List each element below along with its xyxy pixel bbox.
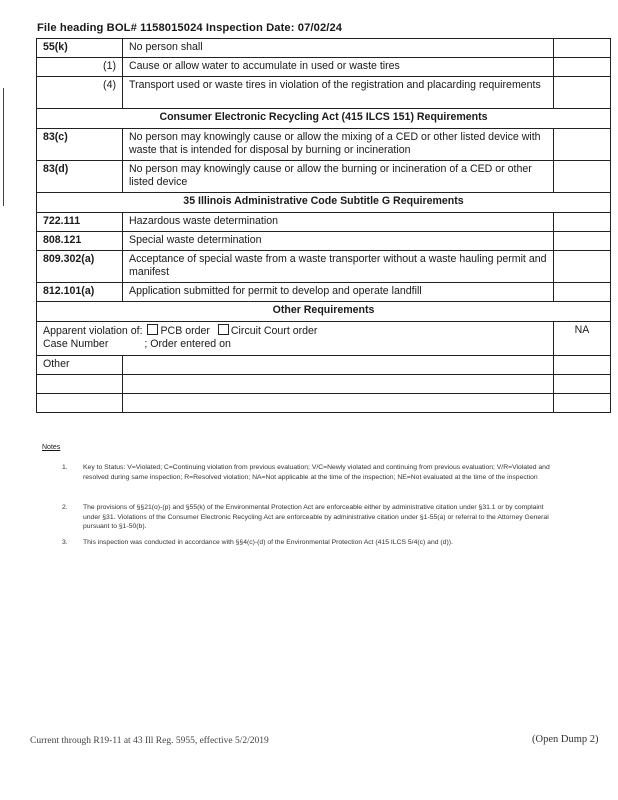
note-text: This inspection was conducted in accordance with §§4(c)-(d) of the Environmental Protection Act (415 ILCS 5/4(c) and (d)). <box>83 539 453 546</box>
status-cell[interactable] <box>554 77 611 109</box>
circuit-court-order-label: Circuit Court order <box>230 325 318 337</box>
section-header-row <box>37 109 611 129</box>
blank-row <box>37 375 611 394</box>
status-cell[interactable] <box>554 58 611 77</box>
table-row <box>37 213 611 232</box>
pcb-order-checkbox[interactable] <box>147 324 158 335</box>
code-cell: 55(k) <box>37 39 123 58</box>
table-row <box>37 251 611 283</box>
code-cell: 83(d) <box>37 161 123 193</box>
note-item <box>62 463 560 482</box>
table-row <box>37 283 611 302</box>
note-number: 2. <box>62 504 68 511</box>
subsection-cell: (1) <box>37 58 123 77</box>
circuit-court-order-checkbox[interactable] <box>218 324 229 335</box>
section-title: Other Requirements <box>37 302 611 322</box>
note-number: 1. <box>62 464 68 471</box>
notes-title: Notes <box>42 444 61 451</box>
other-label-cell: Other <box>37 356 123 375</box>
requirements-table <box>36 38 611 413</box>
blank-cell[interactable] <box>123 375 554 394</box>
note-text: Key to Status: V=Violated; C=Continuing violation from previous evaluation; V/C=Newly violated and continuing from previous evaluation; V/R=Violated and resolved during same inspection; R=Resolved violation; NA=Not applicable at the time of the inspection; NE=Not evaluated at the time of the inspection <box>83 464 550 481</box>
status-cell[interactable] <box>554 356 611 375</box>
blank-cell[interactable] <box>554 375 611 394</box>
note-item <box>62 538 560 548</box>
blank-cell[interactable] <box>554 394 611 413</box>
blank-cell[interactable] <box>37 375 123 394</box>
description-cell: Special waste determination <box>123 232 554 251</box>
table-row <box>37 58 611 77</box>
status-cell[interactable] <box>554 39 611 58</box>
section-header-row <box>37 302 611 322</box>
blank-cell[interactable] <box>37 394 123 413</box>
other-description-cell[interactable] <box>123 356 554 375</box>
section-title: 35 Illinois Administrative Code Subtitle G Requirements <box>37 193 611 213</box>
description-cell: Transport used or waste tires in violation of the registration and placarding requirements <box>123 77 554 109</box>
section-title: Consumer Electronic Recycling Act (415 ILCS 151) Requirements <box>37 109 611 129</box>
blank-row <box>37 394 611 413</box>
code-cell: 812.101(a) <box>37 283 123 302</box>
status-cell[interactable] <box>554 283 611 302</box>
status-cell[interactable] <box>554 129 611 161</box>
blank-cell[interactable] <box>123 394 554 413</box>
other-row <box>37 356 611 375</box>
status-cell[interactable]: NA <box>554 322 611 356</box>
code-cell: 809.302(a) <box>37 251 123 283</box>
description-cell: No person may knowingly cause or allow the burning or incineration of a CED or other listed device <box>123 161 554 193</box>
case-number-label: Case Number <box>43 337 109 350</box>
description-cell: No person may knowingly cause or allow the mixing of a CED or other listed device with waste that is intended for disposal by burning or incineration <box>123 129 554 161</box>
code-cell: 83(c) <box>37 129 123 161</box>
status-cell[interactable] <box>554 232 611 251</box>
status-cell[interactable] <box>554 213 611 232</box>
footer-form-name: (Open Dump 2) <box>532 734 599 745</box>
description-cell: Application submitted for permit to develop and operate landfill <box>123 283 554 302</box>
table-row <box>37 77 611 109</box>
table-row <box>37 129 611 161</box>
note-item <box>62 503 560 532</box>
table-row <box>37 39 611 58</box>
pcb-order-label: PCB order <box>160 325 210 337</box>
apparent-violation-cell <box>37 322 554 356</box>
description-cell: No person shall <box>123 39 554 58</box>
subsection-cell: (4) <box>37 77 123 109</box>
margin-rule <box>3 88 4 206</box>
apparent-violation-row <box>37 322 611 356</box>
note-text: The provisions of §§21(o)-(p) and §55(k) of the Environmental Protection Act are enforceable either by administrative citation under §31.1 or by complaint under §31. Violations of the Consumer Electronic Recycling Act are enforceable by administrative citation under §1-55(a) or referral to the Attorney General pursuant to §1-50(b). <box>83 504 549 531</box>
note-number: 3. <box>62 539 68 546</box>
table-row <box>37 161 611 193</box>
code-cell: 722.111 <box>37 213 123 232</box>
description-cell: Hazardous waste determination <box>123 213 554 232</box>
order-entered-label: ; Order entered on <box>144 337 231 350</box>
status-cell[interactable] <box>554 161 611 193</box>
table-row <box>37 232 611 251</box>
section-header-row <box>37 193 611 213</box>
apparent-violation-label: Apparent violation of: <box>43 325 143 337</box>
description-cell: Acceptance of special waste from a waste transporter without a waste hauling permit and manifest <box>123 251 554 283</box>
status-cell[interactable] <box>554 251 611 283</box>
code-cell: 808.121 <box>37 232 123 251</box>
file-heading: File heading BOL# 1158015024 Inspection Date: 07/02/24 <box>37 22 343 34</box>
description-cell: Cause or allow water to accumulate in used or waste tires <box>123 58 554 77</box>
footer-citation: Current through R19-11 at 43 Ill Reg. 5955, effective 5/2/2019 <box>30 736 269 746</box>
